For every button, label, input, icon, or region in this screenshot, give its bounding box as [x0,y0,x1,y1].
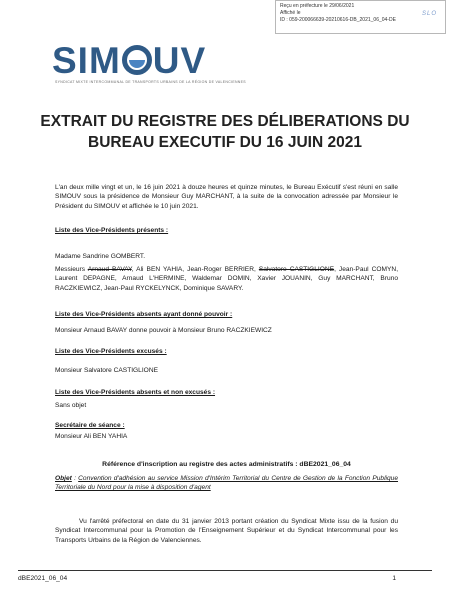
struck-name-2: Salvatore CASTIGLIONE [258,266,335,273]
logo-tagline: SYNDICAT MIXTE INTERCOMMUNAL DE TRANSPORTS URBAINS DE LA RÉGION DE VALENCIENNES [55,80,246,84]
footer-reference: dBE2021_06_04 [18,575,68,582]
messieurs-mid: , Ali BEN YAHIA, Jean-Roger BERRIER, [131,266,259,273]
absent-heading: Liste des Vice-Présidents absents et non excusés : [55,389,216,396]
present-heading: Liste des Vice-Présidents présents : [55,227,169,234]
objet-text: Convention d'adhésion au service Mission d'Intérim Territorial du Centre de Gestion de la Fonction Publique Territoriale du Nord pour la mise à disposition d'agent [55,475,399,492]
stamp-received-line: Reçu en préfecture le 29/06/2021 [280,3,355,9]
objet-paragraph: Objet : Convention d'adhésion au service Mission d'Intérim Territorial du Centre de Gestion de la Fonction Publique Territoriale du Nord pour la mise à disposition d'agent [55,475,399,492]
excused-text: Monsieur Salvatore CASTIGLIONE [55,367,158,374]
objet-label: Objet [55,475,72,482]
title-line-1: EXTRAIT DU REGISTRE DES DÉLIBERATIONS DU [40,113,410,130]
logo-text-right: UV [152,40,207,81]
logo-text-left: SIM [52,40,121,81]
logo-o-icon [122,45,152,75]
prefecture-stamp [275,0,446,34]
messieurs-prefix: Messieurs [55,266,88,273]
title-line-2: BUREAU EXECUTIF DU 16 JUIN 2021 [88,134,362,151]
stamp-id-line: ID : 059-200066639-20210616-DB_2021_06_04-DE [280,17,396,23]
registry-reference: Référence d'inscription au registre des actes administratifs : dBE2021_06_04 [102,461,351,468]
present-messieurs [55,265,398,293]
stamp-signature: SLO [421,11,437,17]
secretary-text: Monsieur Ali BEN YAHIA [55,433,128,440]
simouv-logo [52,40,206,82]
page-number: 1 [392,575,396,582]
intro-paragraph: L'an deux mille vingt et un, le 16 juin 2021 à douze heures et quinze minutes, le Bureau Exécutif s'est réuni en salle SIMOUV sous la présidence de Monsieur Guy MARCHANT, à la suite de la convocation adressée par Monsieur le Président du SIMOUV et affichée le 10 juin 2021. [55,184,398,210]
excused-heading: Liste des Vice-Présidents excusés : [55,348,167,355]
proxy-heading: Liste des Vice-Présidents absents ayant donné pouvoir : [55,311,233,318]
proxy-text: Monsieur Arnaud BAVAY donne pouvoir à Monsieur Bruno RACZKIEWICZ [55,327,272,334]
document-title [40,111,410,153]
messieurs-rest: , Jean-Paul COMYN, Laurent DEPAGNE, Arnaud L'HERMINE, Waldemar DOMIN, Xavier JOUANIN, Guy MARCHANT, Bruno RACZKIEWICZ, Jean-Paul RYCKELYNCK, Dominique SAVARY. [55,266,399,292]
struck-name-1: Arnaud BAVAY [87,266,132,273]
footer-divider [18,570,432,571]
body-paragraph: Vu l'arrêté préfectoral en date du 31 janvier 2013 portant création du Syndicat Mixte issu de la fusion du Syndicat Intercommunal pour la Promotion de l'Enseignement Supérieur et du Syndicat Intercommunal pour les Transports Urbains de la Région de Valenciennes. [55,518,398,544]
stamp-posted-line: Affiché le [280,10,301,16]
secretary-heading: Secrétaire de séance : [55,422,125,429]
absent-text: Sans objet [55,402,87,409]
present-madame: Madame Sandrine GOMBERT. [55,253,146,260]
